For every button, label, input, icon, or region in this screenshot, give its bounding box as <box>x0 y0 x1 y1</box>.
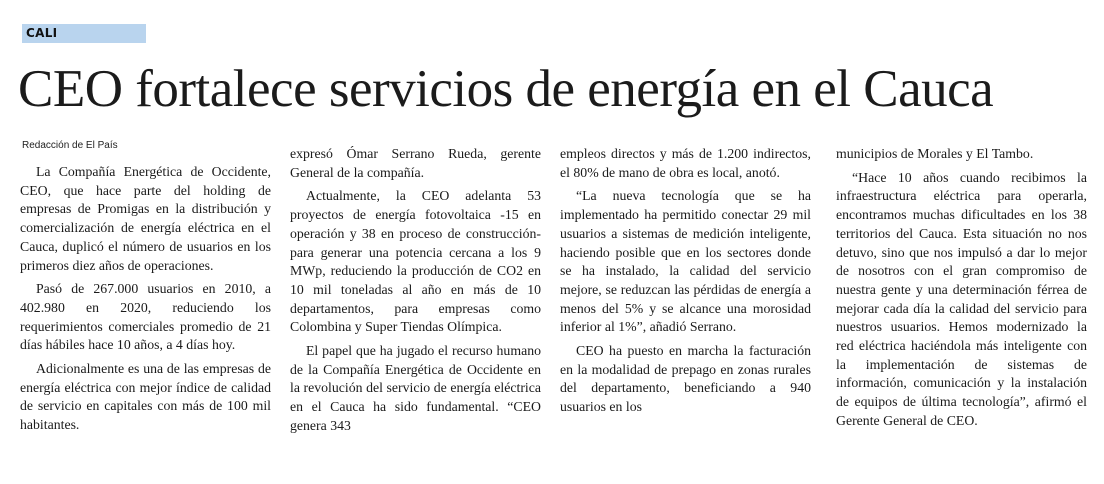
headline: CEO fortalece servicios de energía en el Cauca <box>18 60 994 118</box>
article-column-4 <box>836 145 1087 431</box>
paragraph-continued: empleos directos y más de 1.200 indirectos, el 80% de mano de obra es local, anotó. <box>560 146 811 180</box>
article-column-2 <box>290 145 541 436</box>
paragraph-continued: municipios de Morales y El Tambo. <box>836 146 1034 161</box>
paragraph-continued: expresó Ómar Serrano Rueda, gerente General de la compañía. <box>290 146 541 180</box>
article-column-1 <box>20 163 271 435</box>
paragraph: Adicionalmente es una de las empresas de energía eléctrica con mejor índice de calidad de servicio en capitales con más de 100 mil habitantes. <box>20 361 271 433</box>
paragraph: Actualmente, la CEO adelanta 53 proyectos de energía fotovoltaica -15 en operación y 38 en proceso de construcción- para generar una potencia cercana a los 9 MWp, reduciendo la producción de CO2 en 10 mil toneladas al año en más de 10 departamentos, para empresas como Colombina y Super Tiendas Olímpica. <box>290 188 541 335</box>
section-label: CALI <box>22 24 146 43</box>
paragraph: Pasó de 267.000 usuarios en 2010, a 402.980 en 2020, reduciendo los requerimientos comerciales promedio de 21 días hábiles hace 10 años, a 4 días hoy. <box>20 281 271 353</box>
byline: Redacción de El País <box>22 140 118 151</box>
paragraph: El papel que ha jugado el recurso humano de la Compañía Energética de Occidente en la revolución del servicio de energía eléctrica en el Cauca ha sido fundamental. “CEO genera 343 <box>290 343 541 433</box>
article-column-3 <box>560 145 811 417</box>
paragraph: “La nueva tecnología que se ha implementado ha permitido conectar 29 mil usuarios a sistemas de medición inteligente, haciendo posible que en los sectores donde se ha instalado, la calidad del servicio mejore, se reduzcan las pérdidas de energía a menos del 5% y se alcance una morosidad inferior al 1%”, añadió Serrano. <box>560 188 811 335</box>
paragraph: La Compañía Energética de Occidente, CEO, que hace parte del holding de empresas de Promigas en la distribución y comercialización de energía eléctrica en el Cauca, duplicó el número de usuarios en los primeros diez años de operaciones. <box>20 164 271 273</box>
paragraph: CEO ha puesto en marcha la facturación en la modalidad de prepago en zonas rurales del departamento, beneficiando a 940 usuarios en los <box>560 343 811 415</box>
paragraph: “Hace 10 años cuando recibimos la infraestructura eléctrica para operarla, encontramos muchas dificultades en los 38 territorios del Cauca. Esta situación no nos detuvo, sino que nos impulsó a dar lo mejor de nosotros con el gran compromiso de nuestra gente y una determinación férrea de mejorar cada día la calidad del servicio para nuestros usuarios. Hemos modernizado la red eléctrica haciéndola más inteligente con la implementación de sistemas de información, comunicación y la instalación de equipos de última tecnología”, afirmó el Gerente General de CEO. <box>836 169 1087 428</box>
